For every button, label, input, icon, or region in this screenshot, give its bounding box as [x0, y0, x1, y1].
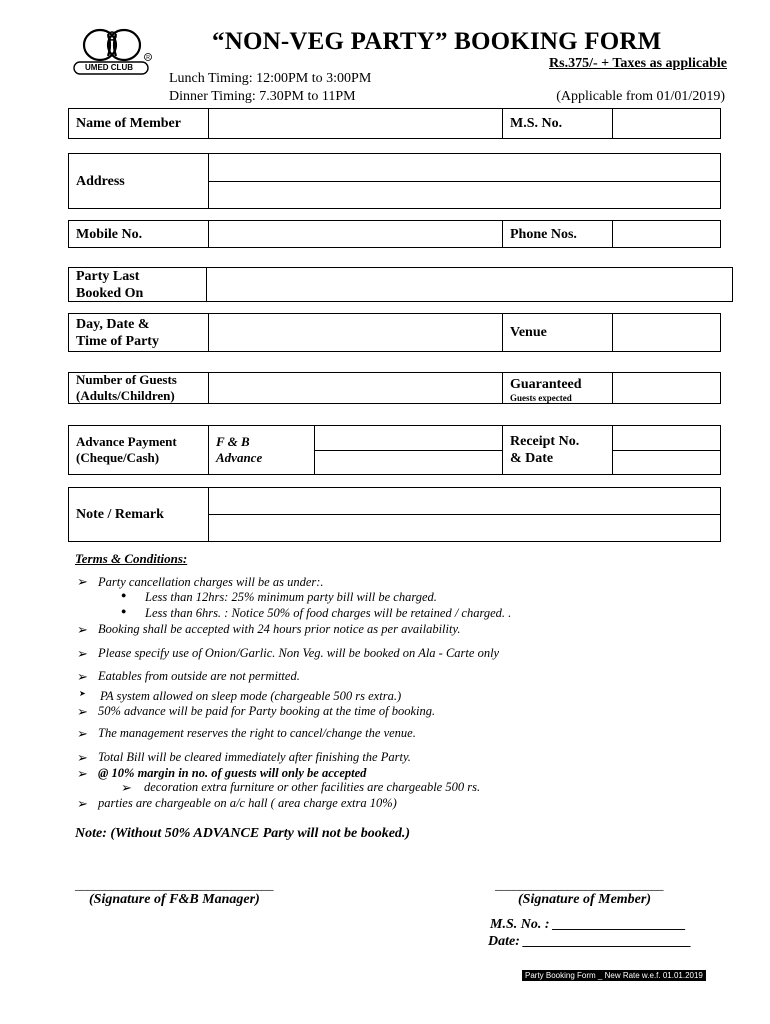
receipt-field-line-1[interactable]	[613, 426, 720, 450]
term-eatables: Eatables from outside are not permitted.	[98, 669, 300, 683]
party-last-booked-row	[68, 267, 733, 302]
signature-date[interactable]: Date: ________________________	[488, 934, 692, 949]
address-row	[68, 153, 721, 209]
guests-label-line2: (Adults/Children)	[76, 388, 175, 403]
arrow-bullet-icon: ➢	[77, 574, 88, 589]
advance-field-line-2[interactable]	[315, 450, 502, 475]
arrow-bullet-icon: ➢	[77, 704, 88, 719]
advance-label-line1: Advance Payment	[76, 434, 177, 449]
advance-note: Note: (Without 50% ADVANCE Party will not be booked.)	[75, 826, 411, 841]
name-of-member-field[interactable]	[209, 109, 503, 138]
fb-label-line2: Advance	[216, 450, 263, 465]
advance-field-line-1[interactable]	[315, 426, 502, 450]
term-decoration: decoration extra furniture or other facilities are chargeable 500 rs.	[144, 780, 481, 794]
party-last-booked-label	[69, 268, 207, 301]
guests-field[interactable]	[209, 373, 503, 403]
day-date-row	[68, 313, 721, 352]
note-remark-line-2[interactable]	[209, 514, 720, 541]
day-date-label	[69, 314, 209, 351]
receipt-field-line-2[interactable]	[613, 450, 720, 475]
dinner-timing: Dinner Timing: 7.30PM to 11PM	[169, 89, 356, 104]
term-pa-system: PA system allowed on sleep mode (chargeable 500 rs extra.)	[100, 689, 402, 703]
guests-row	[68, 372, 721, 404]
ms-no-label: M.S. No.	[503, 109, 613, 138]
receipt-field[interactable]	[613, 426, 720, 474]
note-remark-field[interactable]	[209, 488, 720, 541]
guaranteed-field[interactable]	[613, 373, 720, 403]
party-last-label-line2: Booked On	[76, 285, 144, 301]
day-date-label-line1: Day, Date &	[76, 316, 150, 332]
member-row	[68, 108, 721, 139]
fb-manager-signature-label: (Signature of F&B Manager)	[89, 892, 260, 907]
receipt-label-line2: & Date	[510, 451, 554, 466]
venue-label: Venue	[503, 314, 613, 351]
address-label: Address	[69, 154, 209, 208]
day-date-field[interactable]	[209, 314, 503, 351]
mobile-row	[68, 220, 721, 248]
arrow-bullet-icon: ➢	[77, 726, 88, 741]
address-field[interactable]	[209, 154, 720, 208]
term-onion-garlic: Please specify use of Onion/Garlic. Non Veg. will be booked on Ala - Carte only	[98, 646, 500, 660]
phone-field[interactable]	[613, 221, 720, 247]
arrow-bullet-icon: ➢	[77, 796, 88, 811]
day-date-label-line2: Time of Party	[76, 333, 159, 349]
guests-label	[69, 373, 209, 403]
arrow-bullet-icon: ➢	[77, 750, 88, 765]
venue-field[interactable]	[613, 314, 720, 351]
note-remark-label: Note / Remark	[69, 488, 209, 541]
dot-bullet-icon: ●	[121, 606, 127, 616]
fb-manager-signature-line[interactable]: _________________________________	[75, 877, 273, 892]
term-prior-notice: Booking shall be accepted with 24 hours prior notice as per availability.	[98, 622, 461, 636]
applicable-date: (Applicable from 01/01/2019)	[556, 89, 725, 104]
terms-title: Terms & Conditions:	[75, 551, 188, 566]
arrow-bullet-icon: ➢	[77, 669, 88, 684]
term-advance: 50% advance will be paid for Party booking at the time of booking.	[98, 704, 436, 718]
receipt-label-line1: Receipt No.	[510, 434, 580, 449]
lunch-timing: Lunch Timing: 12:00PM to 3:00PM	[169, 71, 372, 86]
advance-label-line2: (Cheque/Cash)	[76, 450, 160, 465]
dot-bullet-icon: ●	[121, 590, 127, 600]
note-remark-row	[68, 487, 721, 542]
guests-expected-label: Guests expected	[510, 392, 572, 403]
phone-label: Phone Nos.	[503, 221, 613, 247]
arrow-bullet-icon: ➢	[121, 780, 132, 795]
small-arrow-bullet-icon: ➤	[79, 689, 86, 698]
address-line-1[interactable]	[209, 154, 720, 181]
arrow-bullet-icon: ➢	[77, 622, 88, 637]
signature-ms-no[interactable]: M.S. No. : ___________________	[490, 917, 687, 932]
term-ac-hall: parties are chargeable on a/c hall ( area charge extra 10%)	[98, 796, 397, 810]
guaranteed-label	[503, 373, 613, 403]
address-line-2[interactable]	[209, 181, 720, 209]
guests-label-line1: Number of Guests	[76, 372, 177, 387]
form-title: “NON-VEG PARTY” BOOKING FORM	[212, 28, 662, 55]
footer-label: Party Booking Form _ New Rate w.e.f. 01.01.2019	[522, 970, 706, 981]
term-cancellation-12hrs: Less than 12hrs: 25% minimum party bill will be charged.	[145, 590, 437, 604]
term-margin: @ 10% margin in no. of guests will only be accepted	[98, 766, 367, 780]
advance-field[interactable]	[315, 426, 503, 474]
arrow-bullet-icon: ➢	[77, 646, 88, 661]
party-last-booked-field[interactable]	[207, 268, 732, 301]
name-of-member-label: Name of Member	[69, 109, 209, 138]
logo-text: UMED CLUB	[85, 63, 133, 72]
receipt-label	[503, 426, 613, 474]
guaranteed-label-line1: Guaranteed	[510, 376, 582, 392]
term-total-bill: Total Bill will be cleared immediately after finishing the Party.	[98, 750, 411, 764]
arrow-bullet-icon: ➢	[77, 766, 88, 781]
term-cancellation-6hrs: Less than 6hrs. : Notice 50% of food charges will be retained / charged. .	[145, 606, 512, 620]
term-cancellation: Party cancellation charges will be as under:.	[98, 575, 324, 589]
party-last-label-line1: Party Last	[76, 268, 140, 284]
advance-payment-label	[69, 426, 209, 474]
svg-text:R: R	[146, 55, 150, 61]
mobile-label: Mobile No.	[69, 221, 209, 247]
term-venue-change: The management reserves the right to cancel/change the venue.	[98, 726, 416, 740]
member-signature-label: (Signature of Member)	[518, 892, 651, 907]
ms-no-field[interactable]	[613, 109, 720, 138]
advance-row	[68, 425, 721, 475]
rate-text: Rs.375/- + Taxes as applicable	[549, 56, 727, 71]
fb-label-line1: F & B	[216, 434, 250, 449]
mobile-field[interactable]	[209, 221, 503, 247]
umed-club-logo	[70, 26, 154, 78]
member-signature-line[interactable]: ____________________________	[495, 877, 663, 892]
note-remark-line-1[interactable]	[209, 488, 720, 514]
fb-advance-label	[209, 426, 315, 474]
